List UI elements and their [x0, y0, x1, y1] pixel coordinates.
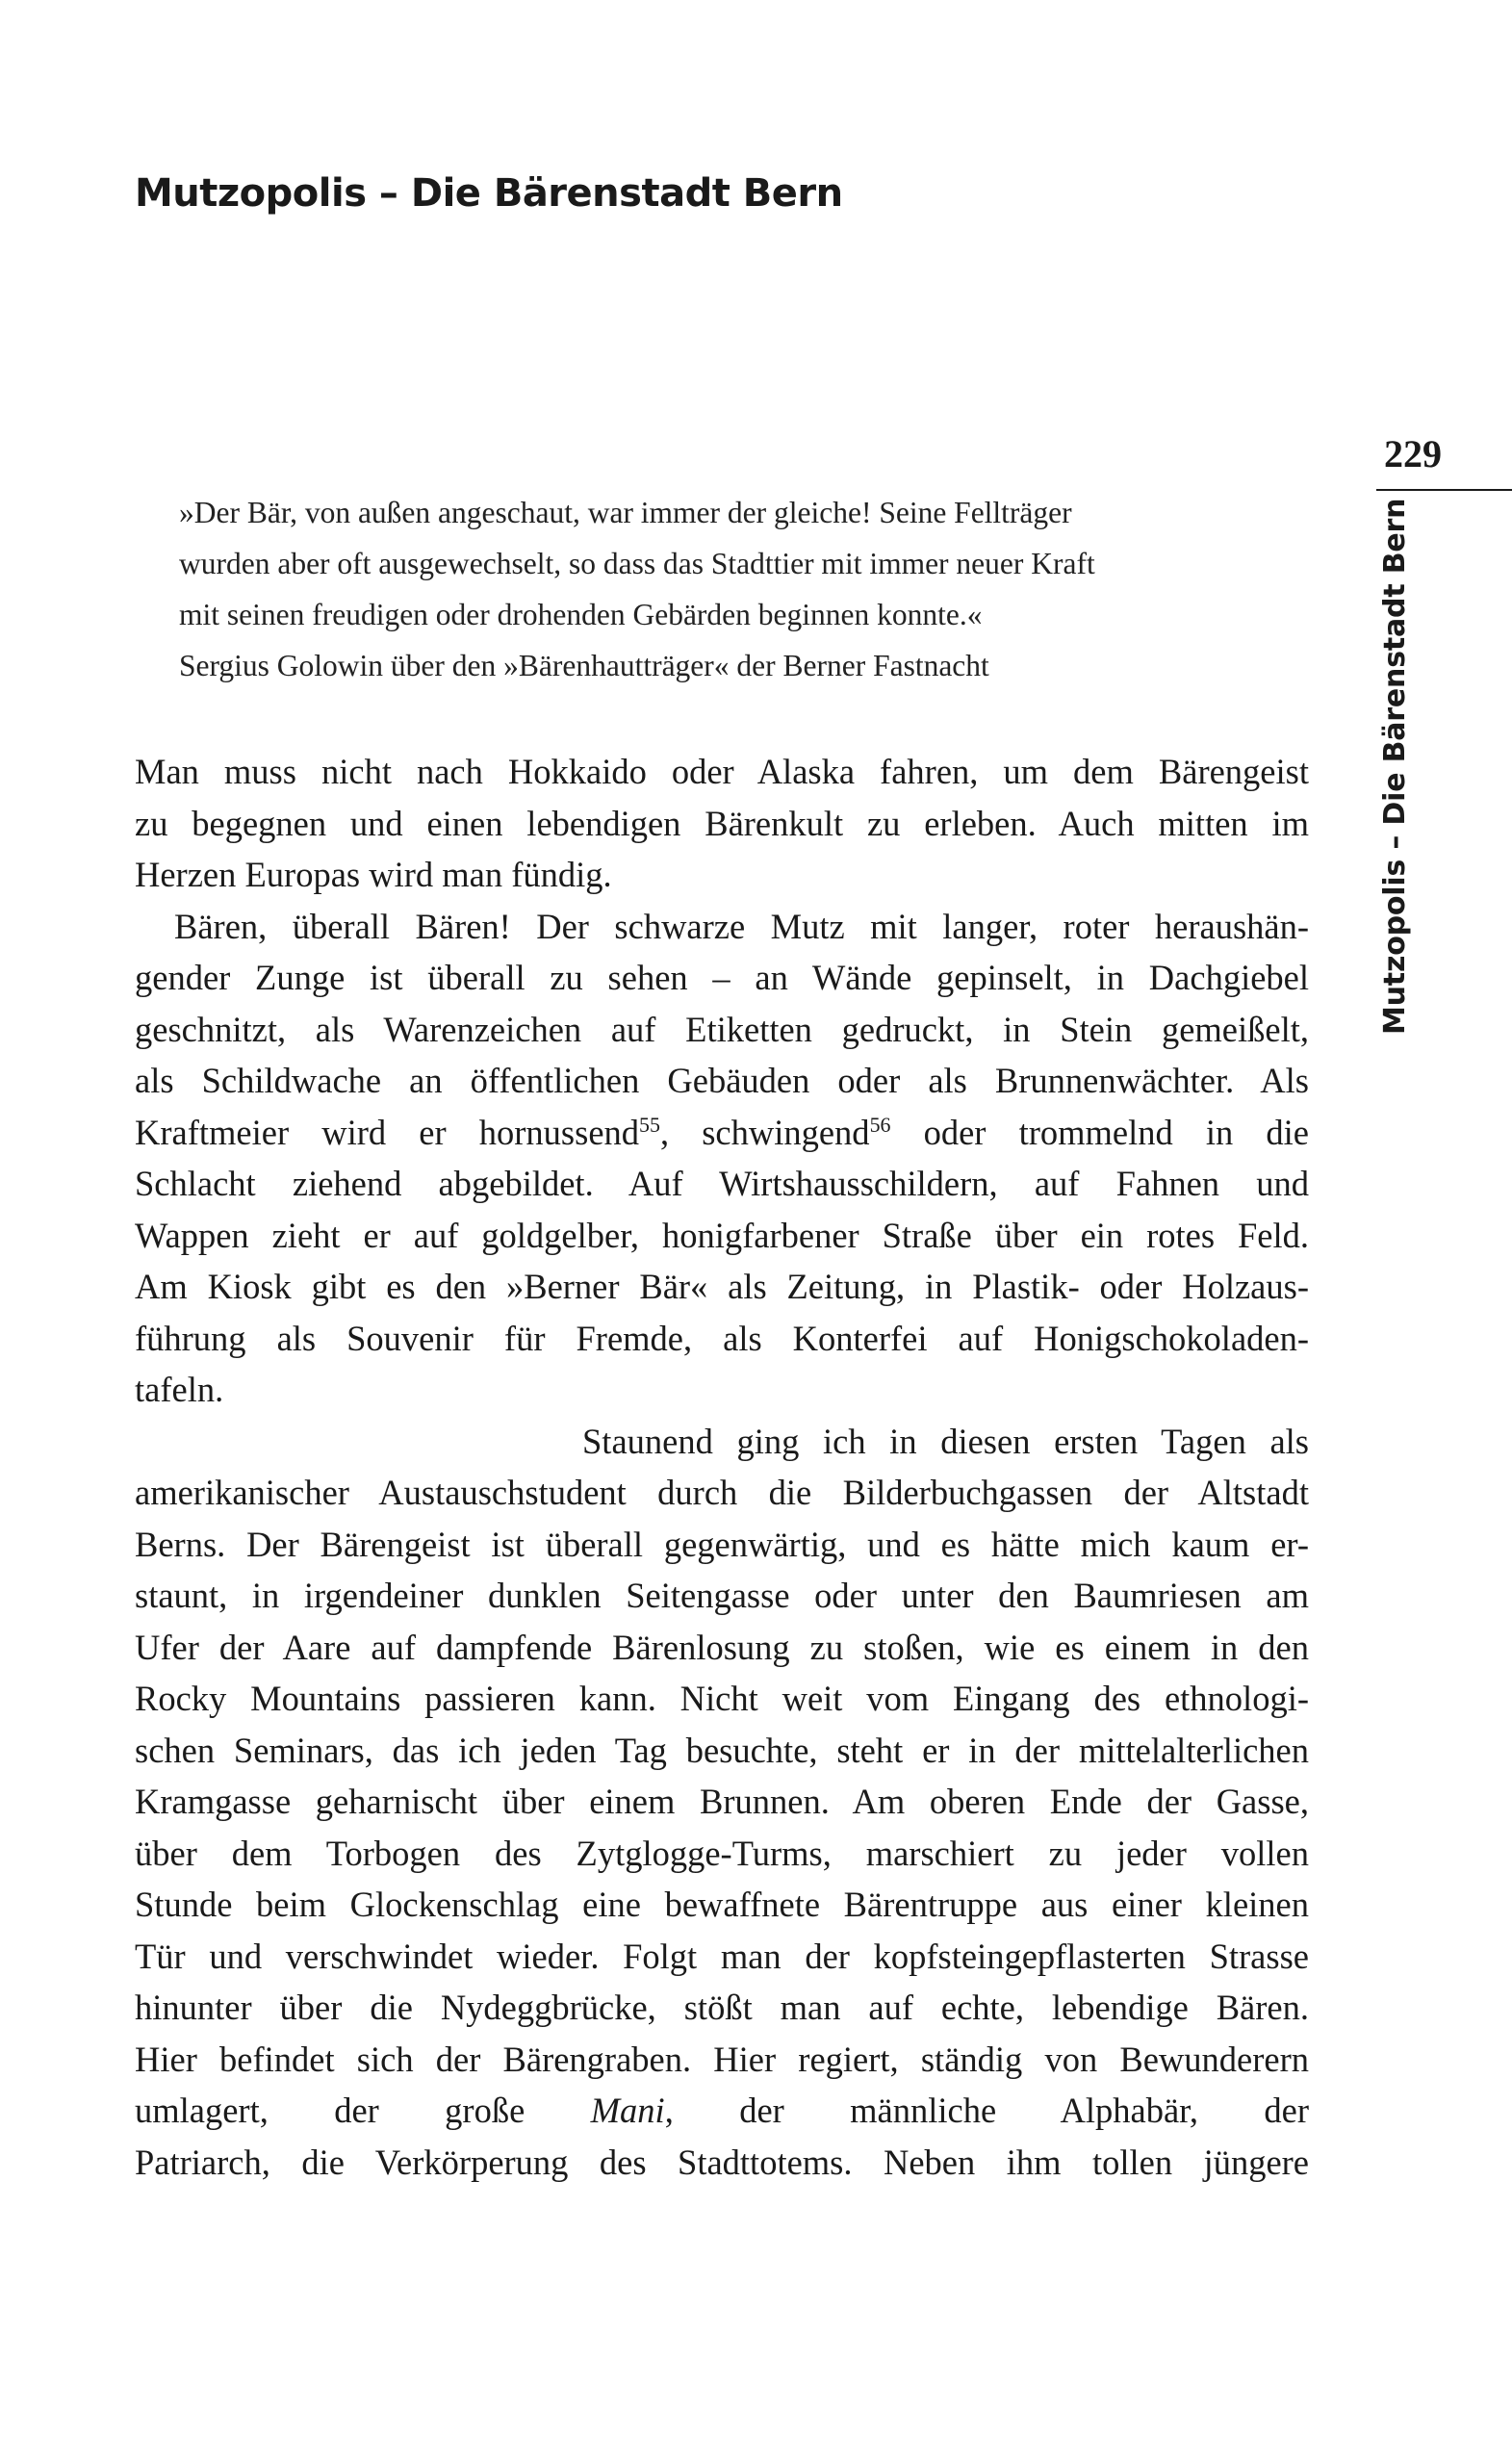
- text-line: staunt, in irgendeiner dunklen Seitengasse oder unter den Baumriesen am: [135, 1576, 1309, 1615]
- text-line: schen Seminars, das ich jeden Tag besuchte, steht er in der mittelalterlichen: [135, 1730, 1309, 1770]
- text-line: Staunend ging ich in diesen ersten Tagen als: [582, 1421, 1309, 1461]
- footnote-ref-56: 56: [869, 1112, 891, 1137]
- chapter-title: Mutzopolis – Die Bärenstadt Bern: [135, 171, 843, 216]
- text-line: Man muss nicht nach Hokkaido oder Alaska fahren, um dem Bärengeist: [135, 752, 1309, 791]
- epigraph-line: wurden aber oft ausgewechselt, so dass das Stadttier mit immer neuer Kraft: [179, 547, 1095, 580]
- epigraph-line: »Der Bär, von außen angeschaut, war immer der gleiche! Seine Fellträger: [179, 496, 1072, 529]
- text-line: Schlacht ziehend abgebildet. Auf Wirtshausschildern, auf Fahnen und: [135, 1164, 1309, 1203]
- text-line: Kramgasse geharnischt über einem Brunnen. Am oberen Ende der Gasse,: [135, 1782, 1309, 1821]
- text-line: tafeln.: [135, 1370, 224, 1409]
- text-line: als Schildwache an öffentlichen Gebäuden oder als Brunnenwächter. Als: [135, 1061, 1309, 1100]
- text-line: Am Kiosk gibt es den »Berner Bär« als Zeitung, in Plastik- oder Holzaus-: [135, 1267, 1309, 1306]
- text-line: Wappen zieht er auf goldgelber, honigfarbener Straße über ein rotes Feld.: [135, 1215, 1309, 1255]
- text-line: Tür und verschwindet wieder. Folgt man der kopfsteingepflasterten Strasse: [135, 1936, 1309, 1976]
- text-line: Ufer der Aare auf dampfende Bärenlosung zu stoßen, wie es einem in den: [135, 1627, 1309, 1667]
- text-line: amerikanischer Austauschstudent durch die Bilderbuchgassen der Altstadt: [135, 1473, 1309, 1512]
- page-number-rule: [1376, 489, 1512, 491]
- emphasis-mani: Mani: [590, 2091, 665, 2130]
- epigraph-attribution: Sergius Golowin über den »Bärenhautträger« der Berner Fastnacht: [179, 649, 989, 682]
- text-line: Stunde beim Glockenschlag eine bewaffnete Bärentruppe aus einer kleinen: [135, 1885, 1309, 1924]
- text-line: hinunter über die Nydeggbrücke, stößt man auf echte, lebendige Bären.: [135, 1988, 1309, 2027]
- epigraph: [179, 487, 1257, 691]
- text-segment: , der männliche Alphabär, der: [664, 2091, 1309, 2130]
- text-segment: umlagert, der große: [135, 2091, 591, 2130]
- text-line: Bären, überall Bären! Der schwarze Mutz mit langer, roter heraushän-: [174, 906, 1309, 946]
- text-line: gender Zunge ist überall zu sehen – an Wände gepinselt, in Dachgiebel: [135, 958, 1309, 997]
- text-line: Rocky Mountains passieren kann. Nicht weit vom Eingang des ethnologi-: [135, 1679, 1309, 1718]
- text-segment: , schwingend: [659, 1112, 870, 1152]
- text-line: Herzen Europas wird man fündig.: [135, 855, 612, 894]
- page-number: 229: [1384, 432, 1442, 475]
- epigraph-line: mit seinen freudigen oder drohenden Gebärden beginnen konnte.«: [179, 598, 983, 631]
- text-line: über dem Torbogen des Zytglogge-Turms, marschiert zu jeder vollen: [135, 1833, 1309, 1873]
- running-head: Mutzopolis – Die Bärenstadt Bern: [1378, 498, 1412, 1035]
- text-line: führung als Souvenir für Fremde, als Konterfei auf Honigschokoladen-: [135, 1318, 1309, 1358]
- text-segment: oder trommelnd in die: [890, 1112, 1310, 1152]
- text-line: [135, 1107, 1309, 1159]
- body-text: [135, 746, 1309, 2188]
- text-line: zu begegnen und einen lebendigen Bärenkult zu erleben. Auch mitten im: [135, 803, 1309, 843]
- text-line: Patriarch, die Verkörperung des Stadttotems. Neben ihm tollen jüngere: [135, 2142, 1309, 2182]
- footnote-ref-55: 55: [639, 1112, 660, 1137]
- text-segment: Kraftmeier wird er hornussend: [135, 1112, 640, 1152]
- text-line: [135, 2085, 1309, 2137]
- text-line: geschnitzt, als Warenzeichen auf Etiketten gedruckt, in Stein gemeißelt,: [135, 1009, 1309, 1049]
- text-line: Hier befindet sich der Bärengraben. Hier regiert, ständig von Bewunderern: [135, 2039, 1309, 2079]
- text-line: Berns. Der Bärengeist ist überall gegenwärtig, und es hätte mich kaum er-: [135, 1524, 1309, 1564]
